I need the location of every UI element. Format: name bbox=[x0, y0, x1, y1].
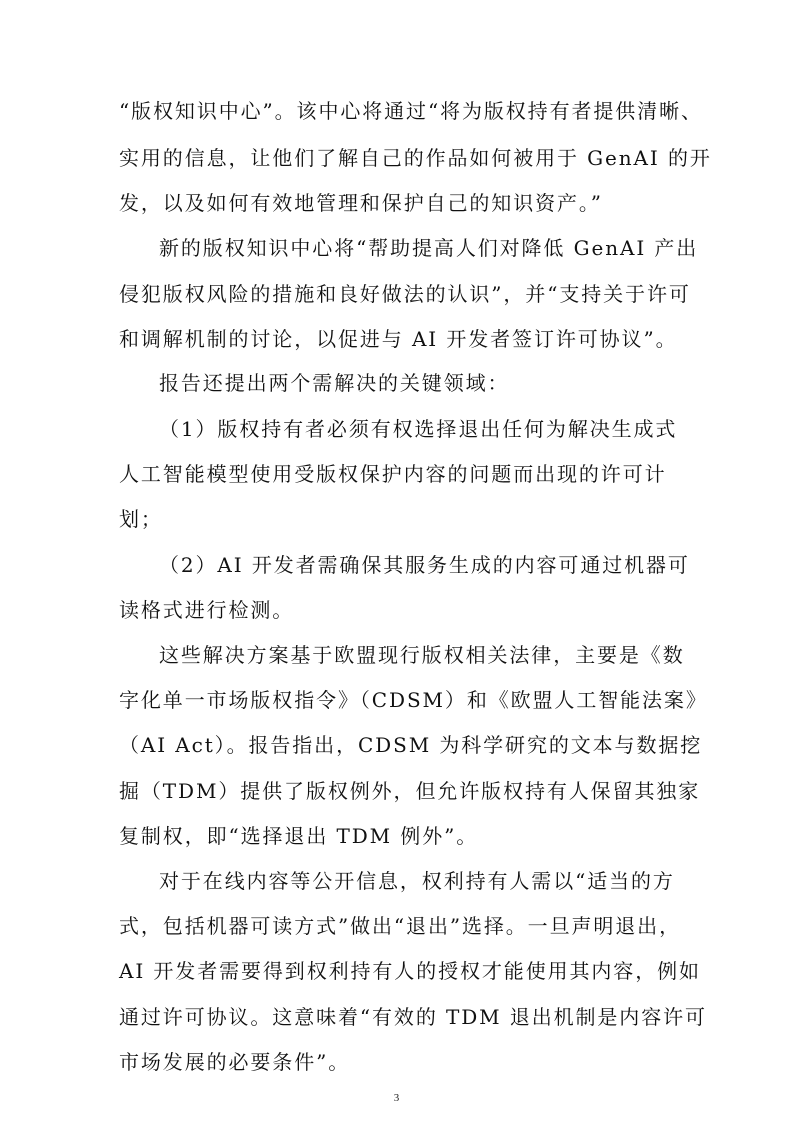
paragraph-line: （AI Act）。报告指出，CDSM 为科学研究的文本与数据挖 bbox=[119, 733, 703, 757]
list-item-line: 读格式进行检测。 bbox=[119, 598, 295, 622]
paragraph-line: AI 开发者需要得到权利持有人的授权才能使用其内容，例如 bbox=[119, 959, 701, 983]
paragraph-line: 新的版权知识中心将“帮助提高人们对降低 GenAI 产出 bbox=[159, 236, 699, 260]
paragraph-line: 市场发展的必要条件”。 bbox=[119, 1050, 351, 1074]
paragraph-line: 字化单一市场版权指令》（CDSM）和《欧盟人工智能法案》 bbox=[119, 688, 708, 712]
list-item-line: 人工智能模型使用受版权保护内容的问题而出现的许可计 bbox=[119, 462, 667, 486]
paragraph-line: 掘（TDM）提供了版权例外，但允许版权持有人保留其独家 bbox=[119, 779, 701, 803]
page-number: 3 bbox=[393, 1092, 400, 1104]
list-item-line: （1）版权持有者必须有权选择退出任何为解决生成式 bbox=[159, 417, 678, 441]
paragraph-line: 和调解机制的讨论，以促进与 AI 开发者签订许可协议”。 bbox=[119, 327, 678, 351]
paragraph-line: 报告还提出两个需解决的关键领域： bbox=[159, 371, 510, 395]
paragraph-line: 通过许可协议。这意味着“有效的 TDM 退出机制是内容许可 bbox=[119, 1005, 707, 1029]
list-item-line: （2）AI 开发者需确保其服务生成的内容可通过机器可 bbox=[159, 553, 690, 577]
paragraph-line: “版权知识中心”。该中心将通过“将为版权持有者提供清晰、 bbox=[119, 99, 703, 123]
paragraph-line: 复制权，即“选择退出 TDM 例外”。 bbox=[119, 824, 479, 848]
paragraph-line: 实用的信息，让他们了解自己的作品如何被用于 GenAI 的开 bbox=[119, 146, 712, 170]
paragraph-line: 发，以及如何有效地管理和保护自己的知识资产。” bbox=[119, 191, 603, 215]
paragraph-line: 侵犯版权风险的措施和良好做法的认识”，并“支持关于许可 bbox=[119, 282, 691, 306]
paragraph-line: 这些解决方案基于欧盟现行版权相关法律，主要是《数 bbox=[159, 643, 685, 667]
paragraph-line: 式，包括机器可读方式”做出“退出”选择。一旦声明退出， bbox=[119, 914, 681, 938]
paragraph-line: 对于在线内容等公开信息，权利持有人需以“适当的方 bbox=[159, 869, 675, 893]
list-item-line: 划； bbox=[119, 507, 163, 531]
